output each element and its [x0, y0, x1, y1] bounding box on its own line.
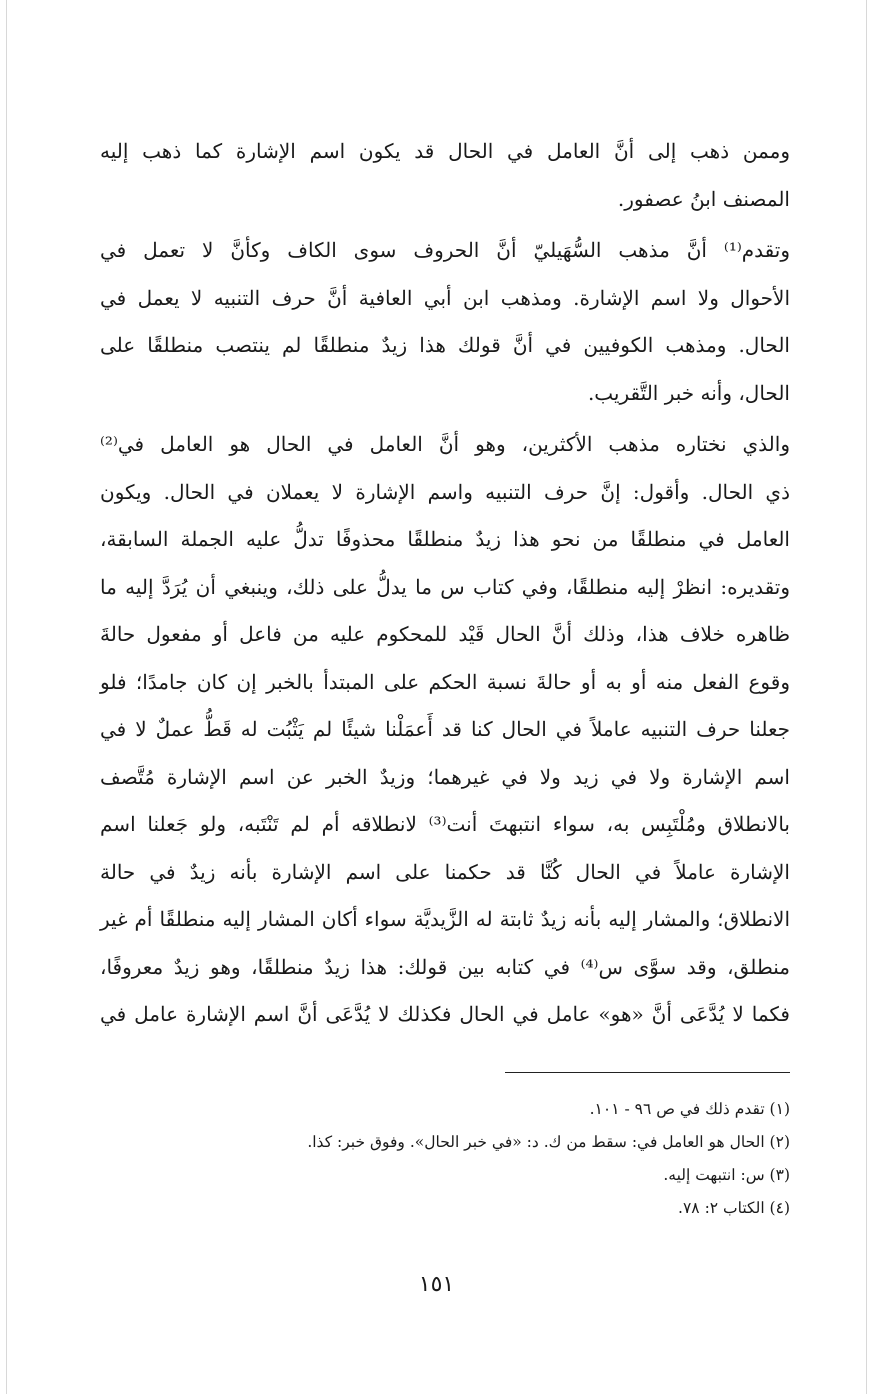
text-line: بالانطلاق ومُلْتَبِس به، سواء انتبهتَ أنت⁽³⁾ لانطلاقه أم لم تَنْتَبه، ولو جَعلنا اسم — [100, 812, 790, 836]
main-text — [100, 128, 790, 1039]
text-line: جعلنا حرف التنبيه عاملاً في الحال كنا قد أَعمَلْنا شيئًا لم يَثْبُت له قَطُّ عملٌ لا في — [100, 717, 790, 741]
text-line: الحال. ومذهب الكوفيين في أنَّ قولك هذا زيدٌ منطلقًا لم ينتصب منطلقًا على — [100, 333, 790, 357]
text-line: منطلق، وقد سوَّى س⁽⁴⁾ في كتابه بين قولك: هذا زيدٌ منطلقًا، وهو زيدٌ معروفًا، — [100, 954, 790, 979]
left-page-edge — [6, 0, 7, 1394]
text-line: فكما لا يُدَّعَى أنَّ «هو» عامل في الحال فكذلك لا يُدَّعَى أنَّ اسم الإشارة عامل في — [100, 1002, 790, 1026]
footnotes — [100, 1093, 790, 1225]
text-line: وممن ذهب إلى أنَّ العامل في الحال قد يكون اسم الإشارة كما ذهب إليه — [100, 139, 790, 163]
footnote-1: (١) تقدم ذلك في ص ٩٦ - ١٠١. — [589, 1100, 790, 1118]
footnote-separator — [505, 1072, 790, 1073]
text-line: العامل في منطلقًا من نحو هذا زيدٌ منطلقًا محذوفًا تدلُّ عليه الجملة السابقة، — [100, 527, 790, 551]
text-line: المصنف ابنُ عصفور. — [617, 186, 790, 211]
text-line: الحال، وأنه خبر التَّقريب. — [587, 380, 790, 405]
text-line: وتقديره: انظرْ إليه منطلقًا، وفي كتاب س ما يدلُّ على ذلك، وينبغي أن يُرَدَّ إليه ما — [100, 574, 790, 599]
text-line: ظاهره خلاف هذا، وذلك أنَّ الحال قَيْد للمحكوم عليه من فاعل أو مفعول حالةَ — [100, 622, 790, 646]
text-line: ذي الحال. وأقول: إنَّ حرف التنبيه واسم الإشارة لا يعملان في الحال. ويكون — [100, 479, 790, 504]
text-line: والذي نختاره مذهب الأكثرين، وهو أنَّ العامل في الحال هو العامل في⁽²⁾ — [100, 432, 790, 456]
text-line: الانطلاق؛ والمشار إليه بأنه زيدٌ ثابتة له الزَّيديَّة سواء أكان المشار إليه منطلقًا أم غير — [100, 907, 790, 931]
text-line: وتقدم⁽¹⁾ أنَّ مذهب السُّهَيليّ أنَّ الحروف سوى الكاف وكأنَّ لا تعمل في — [100, 238, 790, 262]
footnote-2: (٢) الحال هو العامل في: سقط من ك. د: «في خبر الحال». وفوق خبر: كذا. — [307, 1133, 790, 1151]
text-line: الإشارة عاملاً في الحال كُنَّا قد حكمنا على اسم الإشارة بأنه زيدٌ في حالة — [100, 859, 790, 884]
paragraph-1 — [100, 128, 790, 223]
page-number: ١٥١ — [418, 1272, 455, 1297]
text-line: الأحوال ولا اسم الإشارة. ومذهب ابن أبي العافية أنَّ حرف التنبيه لا يعمل في — [100, 285, 790, 310]
paragraph-2 — [100, 227, 790, 417]
text-line: وقوع الفعل منه أو به أو حالةَ نسبة الحكم على المبتدأ بالخبر إن كان جامدًا؛ فلو — [100, 669, 790, 694]
text-line: اسم الإشارة ولا في زيد ولا في غيرهما؛ وزيدٌ الخبر عن اسم الإشارة مُتَّصف — [100, 764, 790, 789]
right-page-edge — [866, 0, 867, 1394]
footnote-4: (٤) الكتاب ٢: ٧٨. — [678, 1199, 790, 1217]
footnote-3: (٣) س: انتبهت إليه. — [663, 1166, 790, 1184]
paragraph-3 — [100, 421, 790, 1039]
